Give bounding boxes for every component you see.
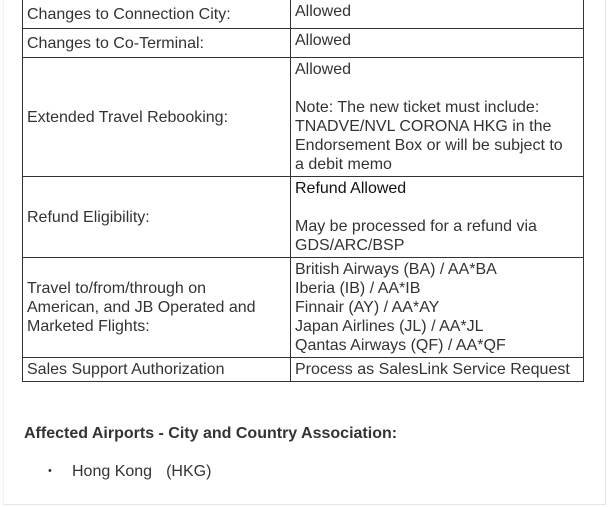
refund-note-line: GDS/ARC/BSP [295,237,405,254]
row-label-co-terminal: Changes to Co-Terminal: [23,29,291,58]
airport-city: Hong Kong [72,463,153,480]
rebooking-note-line: Note: The new ticket must include: [295,99,540,116]
list-item [44,462,211,481]
spacer [295,79,579,98]
row-label-travel-operated-flights [23,258,291,358]
rebooking-note-line: Endorsement Box or will be subject to [295,137,563,154]
airport-code: (HKG) [166,463,212,480]
row-value-sales-support: Process as SalesLink Service Request [291,358,584,382]
rebooking-note-line: a debit memo [295,156,392,173]
travel-label-line: Marketed Flights: [27,318,150,335]
row-value-co-terminal: Allowed [291,29,584,58]
refund-note-line: May be processed for a refund via [295,218,537,235]
table-row [23,258,584,358]
table-row [23,177,584,258]
rebooking-status: Allowed [295,61,352,78]
row-label-refund-eligibility: Refund Eligibility: [23,177,291,258]
spacer [295,198,579,217]
affected-airports-heading: Affected Airports - City and Country Association: [24,425,398,442]
row-value-extended-travel-rebooking [291,58,584,177]
table-row [23,29,584,58]
airline-code-line: Qantas Airways (QF) / AA*QF [295,337,506,354]
bullet-icon: • [48,465,52,477]
airline-code-line: Iberia (IB) / AA*IB [295,280,421,297]
table-row [23,58,584,177]
airport-list [44,462,211,481]
row-value-connection-city: Allowed [291,0,584,29]
refund-status: Refund Allowed [295,180,407,197]
travel-label-line: Travel to/from/through on [27,280,207,297]
row-value-refund-eligibility [291,177,584,258]
table-row [23,358,584,382]
airline-code-line: British Airways (BA) / AA*BA [295,261,497,278]
row-value-travel-operated-flights [291,258,584,358]
row-label-extended-travel-rebooking: Extended Travel Rebooking: [23,58,291,177]
airline-code-line: Finnair (AY) / AA*AY [295,299,440,316]
table-row [23,0,584,29]
airline-code-line: Japan Airlines (JL) / AA*JL [295,318,484,335]
row-label-connection-city: Changes to Connection City: [23,0,291,29]
rebooking-note-line: TNADVE/NVL CORONA HKG in the [295,118,552,135]
travel-label-line: American, and JB Operated and [27,299,256,316]
policy-table [22,0,584,382]
row-label-sales-support: Sales Support Authorization [23,358,291,382]
